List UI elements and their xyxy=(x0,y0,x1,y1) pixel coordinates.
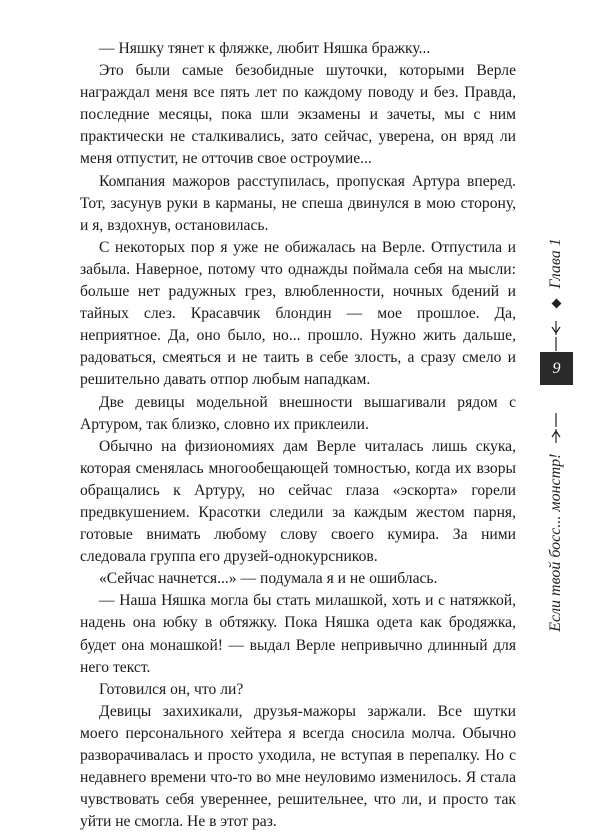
page-number-text: 9 xyxy=(552,359,561,377)
paragraph: «Сейчас начнется...» — подумала я и не ошиблась. xyxy=(99,570,438,588)
paragraph: Готовился он, что ли? xyxy=(99,680,244,698)
ornament-left-icon xyxy=(549,411,563,445)
chapter-label: Глава 1 xyxy=(547,238,564,289)
book-title: Если твой босс... монстр! xyxy=(547,453,564,632)
ornament-right-icon xyxy=(549,319,563,353)
paragraph: Компания мажоров расступилась, пропуская Артура вперед. Тот, засунув руки в карманы, не спеша двинулся в мою сторону, и я, вздохнув, остановилась. xyxy=(80,172,516,234)
paragraph: Две девицы модельной внешности вышагивали рядом с Артуром, так близко, словно их приклеили. xyxy=(80,393,516,433)
paragraph: С некоторых пор я уже не обижалась на Верле. Отпустила и забыла. Наверное, потому что однажды поймала себя на мысли: больше нет радужных грез, влюбленности, ночных бдений и тайных слез. Красавчик блондин — мое прошлое. Да, неприятное. Да, оно было, но... прошло. Нужно жить дальше, радоваться, смеяться и не таить в себе злость, а сразу смело и решительно давать отпор любым нападкам. xyxy=(80,238,516,389)
paragraph: Девицы захихикали, друзья-мажоры заржали. Все шутки моего персонального хейтера я всегда сносила молча. Обычно разворачивалась и просто уходила, не вступая в перепалку. Но с недавнего времени что-то во мне неуловимо изменилось. Я стала чувствовать себя увереннее, решительнее, что ли, и просто так уйти не смогла. Не в этот раз. xyxy=(80,702,516,831)
running-head xyxy=(541,235,571,635)
paragraph: Это были самые безобидные шуточки, которыми Верле награждал меня все пять лет по каждому поводу и без. Правда, последние месяцы, пока шли экзамены и зачеты, мы с ним практически не сталкивались, зато сейчас, уверена, он вряд ли меня отпустит, не отточив свое остроумие... xyxy=(80,62,516,168)
diamond-separator-icon xyxy=(551,299,561,309)
body-text xyxy=(80,38,516,833)
page-number xyxy=(540,352,573,385)
paragraph: Обычно на физиономиях дам Верле читалась лишь скука, которая сменялась многообещающей томностью, когда их взоры обращались к Артуру, но сейчас глаза «эскорта» горели предвкушением. Красотки следили за каждым жестом парня, готовые внимать любому слову своего кумира. За ними следовала группа его друзей-однокурсников. xyxy=(80,437,516,566)
paragraph: — Няшку тянет к фляжке, любит Няшка бражку... xyxy=(99,40,431,57)
paragraph: — Наша Няшка могла бы стать милашкой, хоть и с натяжкой, надень она юбку в обтяжку. Пока Няшка одета как бродяжка, будет она монашкой! — выдал Верле непривычно длинный для него текст. xyxy=(80,592,516,676)
